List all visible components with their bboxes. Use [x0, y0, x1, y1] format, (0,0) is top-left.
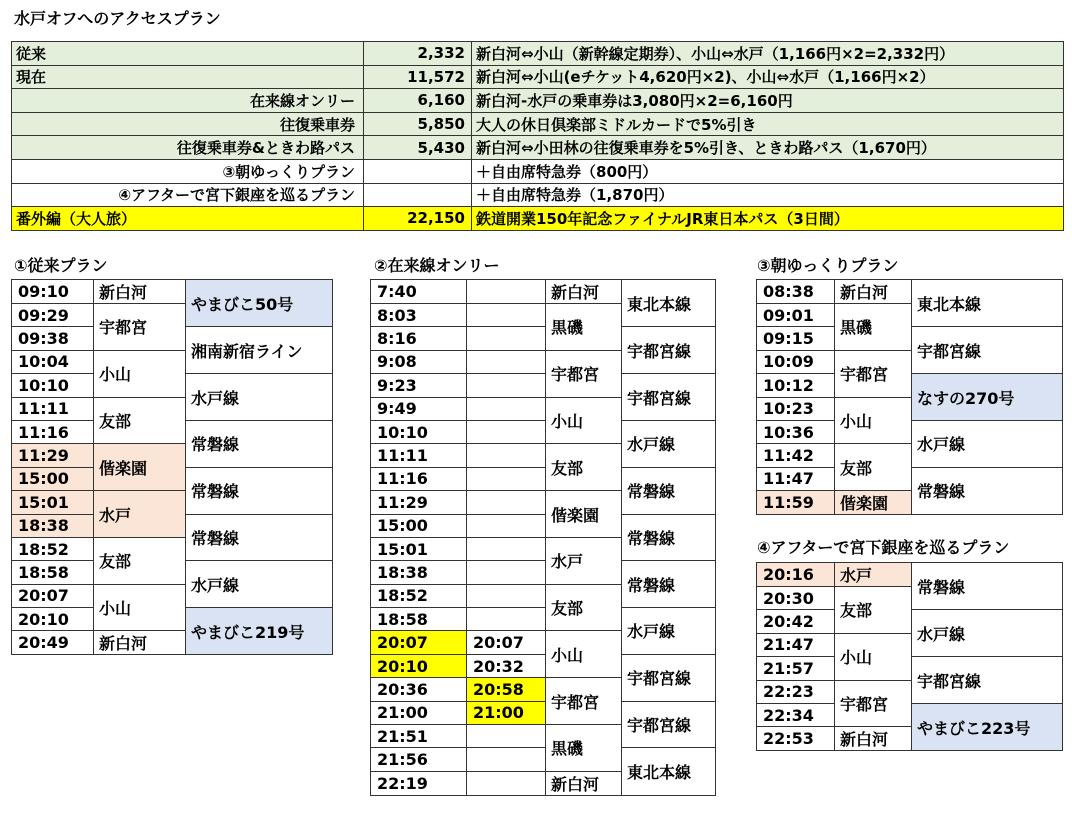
- timetable-row: [371, 467, 716, 490]
- departure-time: 21:56: [371, 748, 467, 771]
- plan-label: 現在: [12, 65, 364, 89]
- timetable-row: [371, 374, 716, 397]
- station-name: 小山: [546, 397, 622, 444]
- train-line: 水戸線: [186, 561, 333, 608]
- alt-time: [467, 327, 546, 350]
- departure-time: 20:16: [757, 563, 835, 587]
- timetable-row: [371, 514, 716, 537]
- departure-time: 10:04: [12, 350, 94, 373]
- departure-time: 11:29: [371, 491, 467, 514]
- alt-time: [467, 350, 546, 373]
- page-title: 水戸オフへのアクセスプラン: [14, 9, 221, 28]
- departure-time: 20:10: [371, 654, 467, 677]
- alt-time: 21:00: [467, 701, 546, 724]
- alt-time: [467, 304, 546, 327]
- departure-time: 11:47: [757, 467, 835, 490]
- station-name: 小山: [835, 397, 912, 444]
- departure-time: 21:57: [757, 657, 835, 680]
- departure-time: 11:59: [757, 491, 835, 515]
- departure-time: 7:40: [371, 280, 467, 304]
- train-line: 東北本線: [622, 280, 716, 327]
- plan-label: 番外編（大人旅）: [12, 207, 364, 231]
- train-line: 宇都宮線: [622, 327, 716, 374]
- plan-note: 新白河⇔小山(eチケット4,620円×2)、小山⇔水戸（1,166円×2）: [472, 65, 1064, 89]
- station-name: 黒磯: [835, 304, 912, 351]
- alt-time: [467, 374, 546, 397]
- alt-time: [467, 397, 546, 420]
- station-name: 偕楽園: [546, 491, 622, 538]
- departure-time: 10:10: [371, 420, 467, 443]
- departure-time: 20:36: [371, 678, 467, 701]
- departure-time: 10:23: [757, 397, 835, 420]
- departure-time: 22:23: [757, 680, 835, 703]
- departure-time: 11:11: [12, 397, 94, 420]
- timetable-row: [371, 608, 716, 631]
- alt-time: [467, 514, 546, 537]
- plan4-title: ④アフターで宮下銀座を巡るプラン: [757, 538, 1010, 557]
- plan1-timetable: [11, 279, 333, 655]
- summary-row: [12, 159, 1064, 183]
- timetable-row: [12, 280, 333, 304]
- timetable-row: [371, 327, 716, 350]
- timetable-row: [371, 420, 716, 443]
- timetable-row: [371, 654, 716, 677]
- train-line: 常磐線: [912, 467, 1063, 514]
- plan-note: 新白河⇔小田林の往復乗車券を5%引き、ときわ路パス（1,670円）: [472, 136, 1064, 160]
- departure-time: 10:36: [757, 420, 835, 443]
- timetable-row: [757, 563, 1063, 587]
- plan-note: 新白河⇔小山（新幹線定期券）、小山⇔水戸（1,166円×2=2,332円）: [472, 42, 1064, 66]
- train-line: 常磐線: [622, 561, 716, 608]
- departure-time: 11:11: [371, 444, 467, 467]
- plan-note: 鉄道開業150年記念ファイナルJR東日本パス（3日間）: [472, 207, 1064, 231]
- station-name: 宇都宮: [835, 680, 912, 727]
- station-name: 友部: [835, 587, 912, 634]
- departure-time: 11:29: [12, 444, 94, 467]
- departure-time: 18:38: [12, 514, 94, 537]
- summary-row: [12, 136, 1064, 160]
- station-name: 友部: [546, 444, 622, 491]
- plan-cost: [364, 183, 472, 207]
- departure-time: 20:30: [757, 587, 835, 610]
- station-name: 黒磯: [546, 725, 622, 772]
- timetable-row: [371, 748, 716, 771]
- station-name: 新白河: [94, 631, 186, 655]
- alt-time: 20:58: [467, 678, 546, 701]
- plan-cost: 22,150: [364, 207, 472, 231]
- alt-time: [467, 491, 546, 514]
- departure-time: 22:19: [371, 771, 467, 795]
- timetable-row: [371, 280, 716, 304]
- timetable-row: [371, 561, 716, 584]
- departure-time: 21:00: [371, 701, 467, 724]
- alt-time: [467, 561, 546, 584]
- summary-row: [12, 89, 1064, 113]
- departure-time: 8:16: [371, 327, 467, 350]
- departure-time: 8:03: [371, 304, 467, 327]
- departure-time: 15:01: [371, 537, 467, 560]
- departure-time: 15:01: [12, 491, 94, 514]
- train-line: 水戸線: [622, 608, 716, 655]
- departure-time: 10:12: [757, 374, 835, 397]
- train-line: 常磐線: [186, 420, 333, 467]
- departure-time: 18:58: [371, 608, 467, 631]
- train-line: 水戸線: [622, 420, 716, 467]
- train-line: 宇都宮線: [622, 654, 716, 701]
- station-name: 宇都宮: [835, 350, 912, 397]
- departure-time: 09:38: [12, 327, 94, 350]
- plan-note: ＋自由席特急券（1,870円）: [472, 183, 1064, 207]
- station-name: 友部: [94, 397, 186, 444]
- plan2-timetable: [370, 279, 716, 796]
- alt-time: 20:32: [467, 654, 546, 677]
- station-name: 新白河: [546, 280, 622, 304]
- train-line: 宇都宮線: [912, 327, 1063, 374]
- departure-time: 20:07: [371, 631, 467, 654]
- train-line: 常磐線: [186, 514, 333, 561]
- station-name: 小山: [94, 350, 186, 397]
- departure-time: 21:51: [371, 725, 467, 748]
- train-line: 水戸線: [912, 420, 1063, 467]
- station-name: 水戸: [546, 537, 622, 584]
- plan1-title: ①従来プラン: [14, 256, 108, 275]
- departure-time: 09:15: [757, 327, 835, 350]
- alt-time: [467, 725, 546, 748]
- train-line: やまびこ219号: [186, 608, 333, 655]
- plan4-timetable: [756, 562, 1063, 751]
- timetable-row: [371, 701, 716, 724]
- train-line: 常磐線: [912, 563, 1063, 610]
- plan-label: 従来: [12, 42, 364, 66]
- departure-time: 11:42: [757, 444, 835, 467]
- station-name: 小山: [546, 631, 622, 678]
- train-line: 水戸線: [186, 374, 333, 421]
- station-name: 新白河: [94, 280, 186, 304]
- plan-label: ③朝ゆっくりプラン: [12, 159, 364, 183]
- station-name: 小山: [835, 633, 912, 680]
- station-name: 水戸: [94, 491, 186, 538]
- station-name: 新白河: [835, 727, 912, 751]
- station-name: 水戸: [835, 563, 912, 587]
- plan-label: 往復乗車券&ときわ路パス: [12, 136, 364, 160]
- departure-time: 09:10: [12, 280, 94, 304]
- departure-time: 15:00: [12, 467, 94, 490]
- alt-time: [467, 467, 546, 490]
- station-name: 新白河: [835, 280, 912, 304]
- station-name: 友部: [835, 444, 912, 491]
- station-name: 宇都宮: [546, 678, 622, 725]
- station-name: 黒磯: [546, 304, 622, 351]
- plan-cost: 5,430: [364, 136, 472, 160]
- station-name: 小山: [94, 584, 186, 631]
- departure-time: 9:23: [371, 374, 467, 397]
- departure-time: 18:58: [12, 561, 94, 584]
- departure-time: 9:08: [371, 350, 467, 373]
- departure-time: 10:10: [12, 374, 94, 397]
- departure-time: 20:49: [12, 631, 94, 655]
- station-name: 偕楽園: [94, 444, 186, 491]
- plan-cost: 5,850: [364, 112, 472, 136]
- departure-time: 09:29: [12, 304, 94, 327]
- plan2-title: ②在来線オンリー: [374, 256, 500, 275]
- departure-time: 21:47: [757, 633, 835, 656]
- departure-time: 11:16: [12, 420, 94, 443]
- summary-row: [12, 42, 1064, 66]
- plan-cost: 6,160: [364, 89, 472, 113]
- train-line: 常磐線: [622, 514, 716, 561]
- station-name: 友部: [546, 584, 622, 631]
- timetable-row: [757, 280, 1063, 304]
- departure-time: 11:16: [371, 467, 467, 490]
- departure-time: 09:01: [757, 304, 835, 327]
- alt-time: [467, 584, 546, 607]
- train-line: 宇都宮線: [912, 657, 1063, 704]
- station-name: 宇都宮: [546, 350, 622, 397]
- departure-time: 22:34: [757, 703, 835, 726]
- summary-row: [12, 112, 1064, 136]
- train-line: なすの270号: [912, 374, 1063, 421]
- alt-time: [467, 280, 546, 304]
- train-line: やまびこ50号: [186, 280, 333, 327]
- departure-time: 10:09: [757, 350, 835, 373]
- departure-time: 18:52: [371, 584, 467, 607]
- departure-time: 22:53: [757, 727, 835, 751]
- plan-cost: [364, 159, 472, 183]
- train-line: 常磐線: [622, 467, 716, 514]
- plan-label: 往復乗車券: [12, 112, 364, 136]
- departure-time: 20:42: [757, 610, 835, 633]
- plan-note: 大人の休日倶楽部ミドルカードで5%引き: [472, 112, 1064, 136]
- station-name: 偕楽園: [835, 491, 912, 515]
- station-name: 友部: [94, 537, 186, 584]
- alt-time: [467, 748, 546, 771]
- plan-note: 新白河-水戸の乗車券は3,080円×2=6,160円: [472, 89, 1064, 113]
- departure-time: 15:00: [371, 514, 467, 537]
- plan3-timetable: [756, 279, 1063, 515]
- departure-time: 20:07: [12, 584, 94, 607]
- departure-time: 9:49: [371, 397, 467, 420]
- station-name: 新白河: [546, 771, 622, 795]
- plan3-title: ③朝ゆっくりプラン: [757, 256, 899, 275]
- departure-time: 20:10: [12, 608, 94, 631]
- plan-cost: 11,572: [364, 65, 472, 89]
- summary-row: [12, 183, 1064, 207]
- train-line: 東北本線: [912, 280, 1063, 327]
- train-line: 宇都宮線: [622, 374, 716, 421]
- alt-time: 20:07: [467, 631, 546, 654]
- train-line: 水戸線: [912, 610, 1063, 657]
- summary-row: [12, 207, 1064, 231]
- train-line: やまびこ223号: [912, 703, 1063, 750]
- departure-time: 08:38: [757, 280, 835, 304]
- plan-cost: 2,332: [364, 42, 472, 66]
- cost-summary-table: [11, 41, 1064, 231]
- alt-time: [467, 420, 546, 443]
- plan-note: ＋自由席特急券（800円）: [472, 159, 1064, 183]
- summary-row: [12, 65, 1064, 89]
- plan-label: 在来線オンリー: [12, 89, 364, 113]
- train-line: 湘南新宿ライン: [186, 327, 333, 374]
- alt-time: [467, 444, 546, 467]
- plan-label: ④アフターで宮下銀座を巡るプラン: [12, 183, 364, 207]
- train-line: 常磐線: [186, 467, 333, 514]
- train-line: 宇都宮線: [622, 701, 716, 748]
- alt-time: [467, 537, 546, 560]
- train-line: 東北本線: [622, 748, 716, 795]
- departure-time: 18:52: [12, 537, 94, 560]
- station-name: 宇都宮: [94, 304, 186, 351]
- alt-time: [467, 608, 546, 631]
- departure-time: 18:38: [371, 561, 467, 584]
- alt-time: [467, 771, 546, 795]
